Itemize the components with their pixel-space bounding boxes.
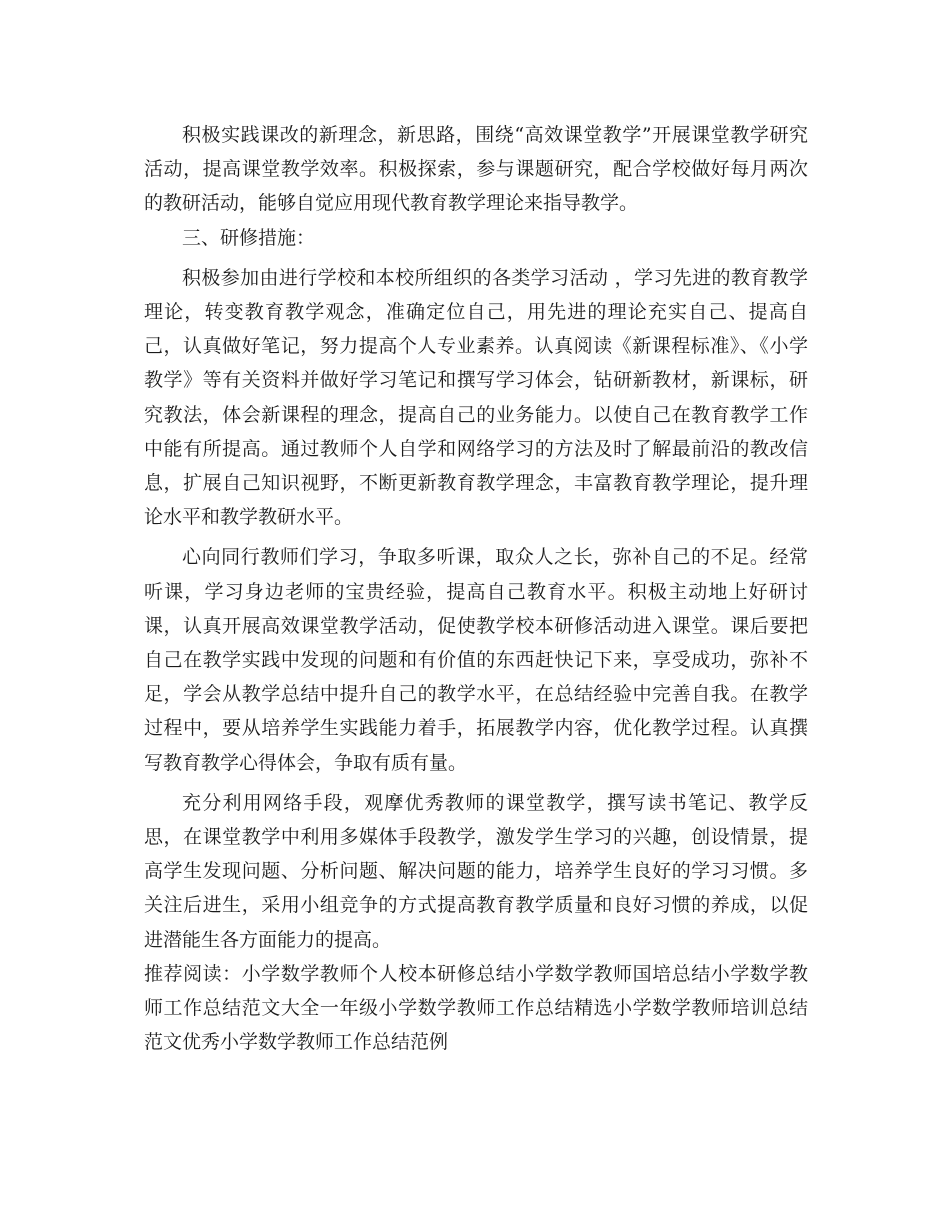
recommended-reading: 推荐阅读：小学数学教师个人校本研修总结小学数学教师国培总结小学数学教师工作总结范文大全一年级小学数学教师工作总结精选小学数学教师培训总结范文优秀小学数学教师工作总结范例 <box>144 962 808 1054</box>
document-body <box>144 118 808 1059</box>
paragraph-teaching-research: 积极实践课改的新理念，新思路，围绕“高效课堂教学”开展课堂教学研究活动，提高课堂教学效率。积极探索，参与课题研究，配合学校做好每月两次的教研活动，能够自觉应用现代教育教学理论来指导教学。 <box>144 124 808 215</box>
paragraph-network-learning: 充分利用网络手段，观摩优秀教师的课堂教学，撰写读书笔记、教学反思，在课堂教学中利用多媒体手段教学，激发学生学习的兴趣，创设情景，提高学生发现问题、分析问题、解决问题的能力，培养学生良好的学习习惯。多关注后进生，采用小组竞争的方式提高教育教学质量和良好习惯的养成，以促进潜能生各方面能力的提高。 <box>144 791 808 951</box>
paragraph-peer-learning: 心向同行教师们学习，争取多听课，取众人之长，弥补自己的不足。经常听课，学习身边老师的宝贵经验，提高自己教育水平。积极主动地上好研讨课，认真开展高效课堂教学活动，促使教学校本研修活动进入课堂。课后要把自己在教学实践中发现的问题和有价值的东西赶快记下来，享受成功，弥补不足，学会从教学总结中提升自己的教学水平，在总结经验中完善自我。在教学过程中，要从培养学生实践能力着手，拓展教学内容，优化教学过程。认真撰写教育教学心得体会，争取有质有量。 <box>144 546 808 774</box>
section-heading-measures: 三、研修措施： <box>182 226 316 249</box>
paragraph-study-activities: 积极参加由进行学校和本校所组织的各类学习活动 ，学习先进的教育教学理论，转变教育教学观念，准确定位自己，用先进的理论充实自己、提高自己，认真做好笔记，努力提高个人专业素养。认真阅读《新课程标准》、《小学教学》等有关资料并做好学习笔记和撰写学习体会，钻研新教材，新课标，研究教法，体会新课程的理念，提高自己的业务能力。以使自己在教育教学工作中能有所提高。通过教师个人自学和网络学习的方法及时了解最前沿的教改信息，扩展自己知识视野，不断更新教育教学理念，丰富教育教学理论，提升理论水平和教学教研水平。 <box>144 266 808 529</box>
